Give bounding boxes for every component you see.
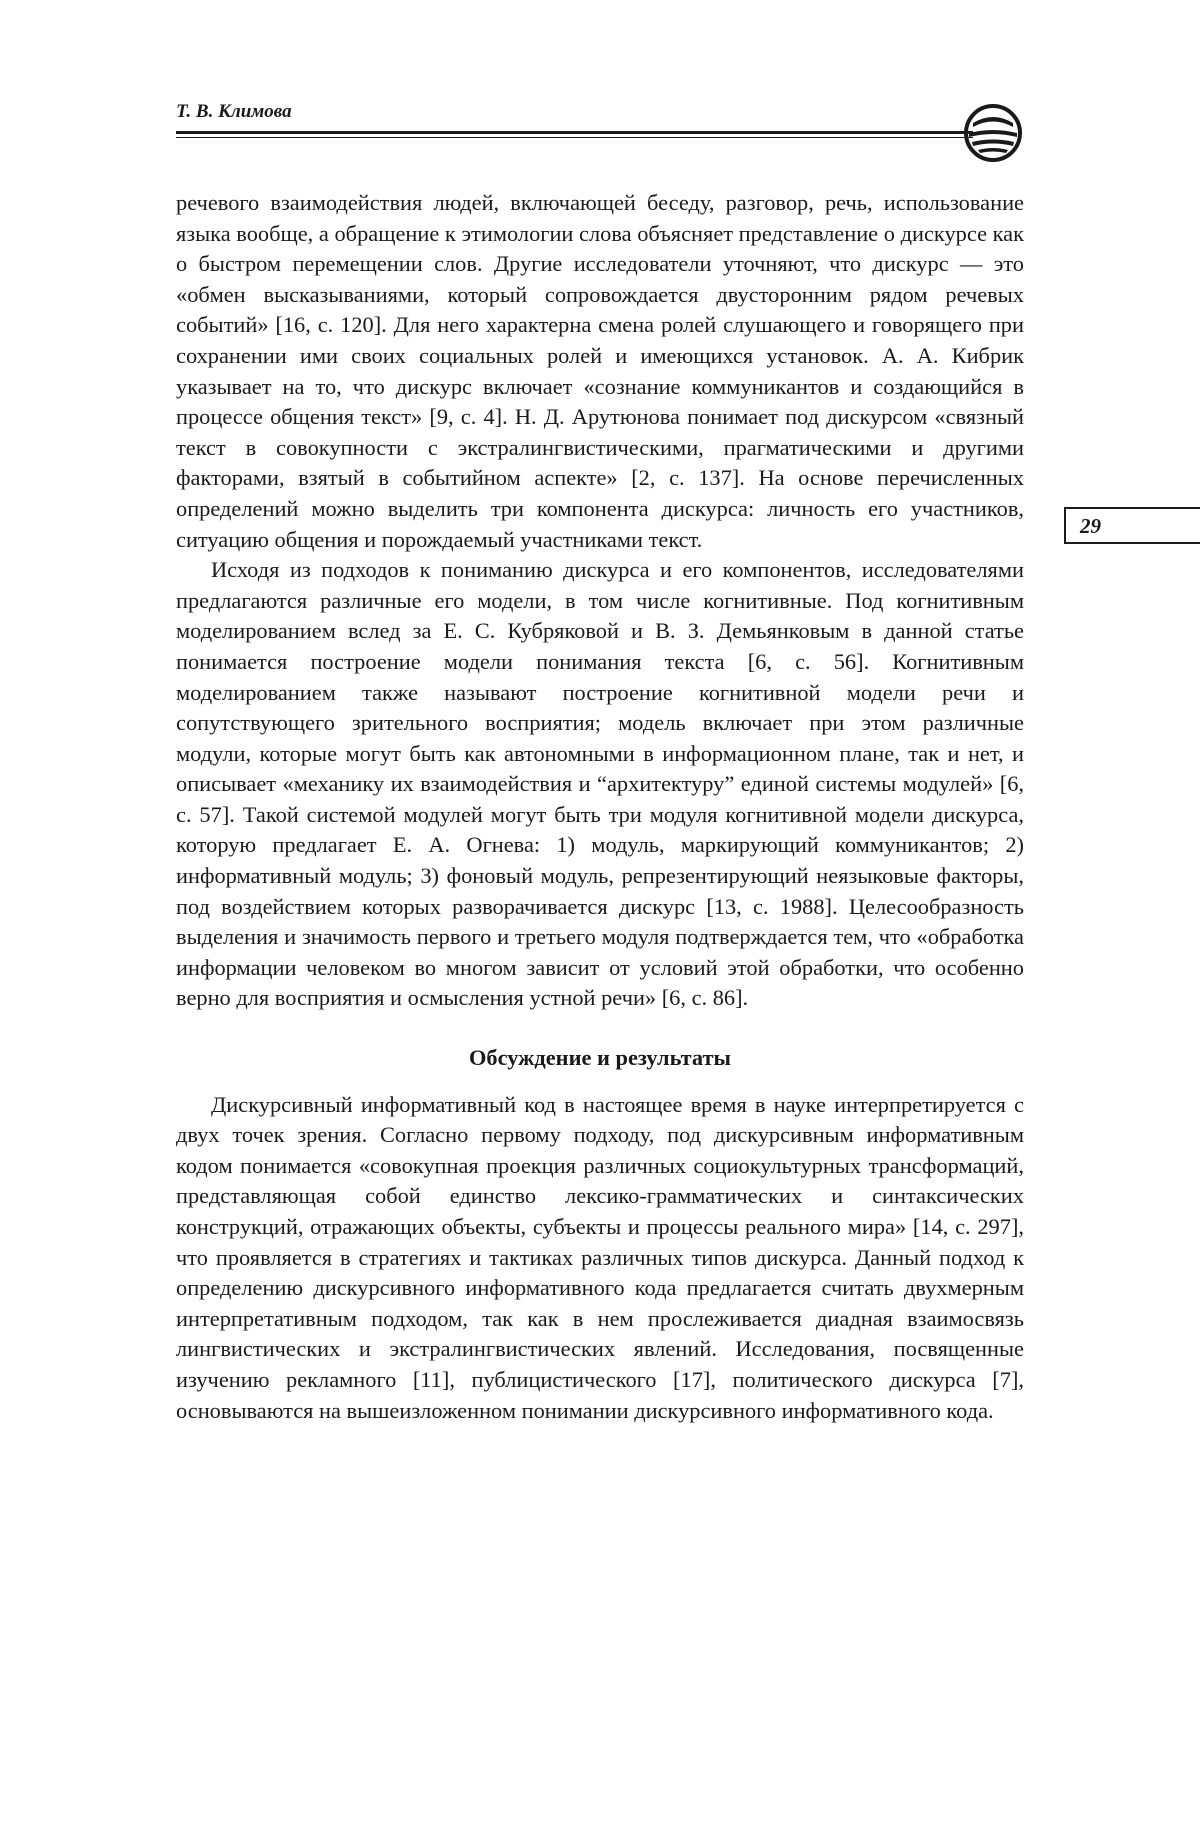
header-rule: [176, 131, 973, 134]
section-heading: Обсуждение и результаты: [469, 1045, 731, 1071]
paragraph: Исходя из подходов к пониманию дискурса и его компонентов, исследователями предлагаются различные его модели, в том числе когнитивные. Под когнитивным моделированием вслед за Е. С. Кубряковой и В. З. Демьянковым в данной статье понимается построение модели понимания текста [6, с. 56]. Когнитивным моделированием также называют построение когнитивной модели речи и сопутствующего зрительного восприятия; модель включает при этом различные модули, которые могут быть как автономными в информационном плане, так и нет, и описывает «механику их взаимодействия и “архитектуру” единой системы модулей» [6, с. 57]. Такой системой модулей могут быть три модуля когнитивной модели дискурса, которую предлагает Е. А. Огнева: 1) модуль, маркирующий коммуникантов; 2) информативный модуль; 3) фоновый модуль, репрезентирующий неязыковые факторы, под воздействием которых разворачивается дискурс [13, с. 1988]. Целесообразность выделения и значимость первого и третьего модуля подтверждается тем, что «обработка информации человеком во многом зависит от условий этой обработки, что особенно верно для восприятия и осмысления устной речи» [6, с. 86].: [176, 557, 1024, 1011]
body-text: [176, 188, 1024, 1426]
paragraph: речевого взаимодействия людей, включающей беседу, разговор, речь, использование языка вообще, а обращение к этимологии слова объясняет представление о дискурсе как о быстром перемещении слов. Другие исследователи уточняют, что дискурс — это «обмен высказываниями, который сопровождается двусторонним рядом речевых событий» [16, с. 120]. Для него характерна смена ролей слушающего и говорящего при сохранении ими своих социальных ролей и имеющихся установок. А. А. Кибрик указывает на то, что дискурс включает «сознание коммуникантов и создающийся в процессе общения текст» [9, с. 4]. Н. Д. Арутюнова понимает под дискурсом «связный текст в совокупности с экстралингвистическими, прагматическими и другими факторами, взятый в событийном аспекте» [2, с. 137]. На основе перечисленных определений можно выделить три компонента дискурса: личность его участников, ситуацию общения и порождаемый участниками текст.: [176, 190, 1024, 552]
paragraph: Дискурсивный информативный код в настоящее время в науке интерпретируется с двух точек зрения. Согласно первому подходу, под дискурсивным информативным кодом понимается «совокупная проекция различных социокультурных трансформаций, представляющая собой единство лексико-грамматических и синтаксических конструкций, отражающих объекты, субъекты и процессы реального мира» [14, с. 297], что проявляется в стратегиях и тактиках различных типов дискурса. Данный подход к определению дискурсивного информативного кода предлагается считать двухмерным интерпретативным подходом, так как в нем прослеживается диадная взаимосвязь лингвистических и экстралингвистических явлений. Исследования, посвященные изучению рекламного [11], публицистического [17], политического дискурса [7], основываются на вышеизложенном понимании дискурсивного информативного кода.: [176, 1091, 1024, 1423]
header-rule-thin: [176, 137, 973, 138]
running-head-author: Т. В. Климова: [176, 101, 292, 122]
page-number: 29: [1080, 514, 1101, 538]
page-number-box: [1064, 507, 1200, 544]
journal-logo-icon: [963, 103, 1023, 163]
